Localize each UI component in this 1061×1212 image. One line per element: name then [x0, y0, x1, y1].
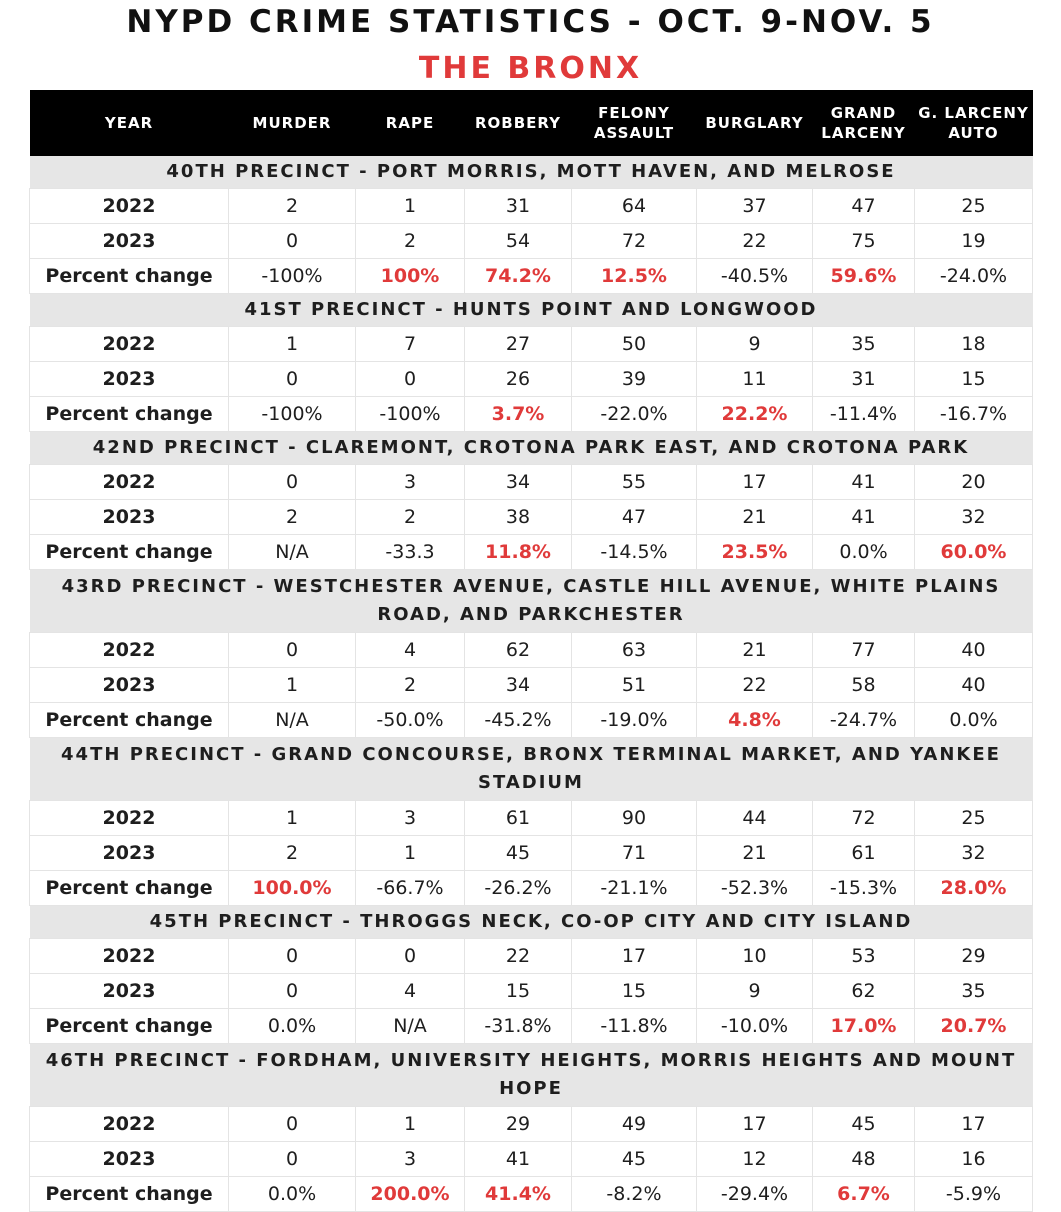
- cell-felony-assault: 39: [572, 362, 697, 397]
- cell-grand-larceny: 35: [813, 327, 915, 362]
- table-row: [30, 1142, 1033, 1177]
- cell-felony-assault: 51: [572, 668, 697, 703]
- cell-robbery: 22: [465, 939, 572, 974]
- cell-robbery: 54: [465, 224, 572, 259]
- cell-g-larceny-auto: -5.9%: [915, 1177, 1033, 1212]
- cell-murder: 100.0%: [229, 871, 356, 906]
- table-row: [30, 1107, 1033, 1142]
- row-label: Percent change: [30, 1177, 229, 1212]
- table-row: [30, 397, 1033, 432]
- row-label: 2022: [30, 939, 229, 974]
- cell-robbery: 27: [465, 327, 572, 362]
- precinct-section-row: [30, 1044, 1033, 1107]
- precinct-title: 42ND PRECINCT - CLAREMONT, CROTONA PARK EAST, AND CROTONA PARK: [30, 432, 1033, 465]
- cell-murder: 2: [229, 189, 356, 224]
- cell-murder: -100%: [229, 259, 356, 294]
- cell-rape: 2: [356, 224, 465, 259]
- cell-rape: -33.3: [356, 535, 465, 570]
- cell-g-larceny-auto: 32: [915, 836, 1033, 871]
- cell-felony-assault: -22.0%: [572, 397, 697, 432]
- cell-grand-larceny: 58: [813, 668, 915, 703]
- cell-grand-larceny: 75: [813, 224, 915, 259]
- cell-rape: 7: [356, 327, 465, 362]
- cell-murder: 0: [229, 939, 356, 974]
- cell-felony-assault: 47: [572, 500, 697, 535]
- cell-felony-assault: 12.5%: [572, 259, 697, 294]
- cell-rape: 4: [356, 633, 465, 668]
- cell-burglary: 21: [697, 500, 813, 535]
- table-row: [30, 327, 1033, 362]
- row-label: 2022: [30, 189, 229, 224]
- cell-grand-larceny: 17.0%: [813, 1009, 915, 1044]
- cell-grand-larceny: -15.3%: [813, 871, 915, 906]
- row-label: 2023: [30, 500, 229, 535]
- cell-burglary: 12: [697, 1142, 813, 1177]
- cell-murder: 2: [229, 836, 356, 871]
- cell-murder: 1: [229, 801, 356, 836]
- precinct-section-row: [30, 156, 1033, 189]
- cell-murder: 1: [229, 668, 356, 703]
- cell-burglary: 4.8%: [697, 703, 813, 738]
- cell-robbery: 34: [465, 465, 572, 500]
- cell-grand-larceny: -11.4%: [813, 397, 915, 432]
- cell-grand-larceny: 31: [813, 362, 915, 397]
- table-row: [30, 836, 1033, 871]
- cell-felony-assault: 49: [572, 1107, 697, 1142]
- cell-robbery: 38: [465, 500, 572, 535]
- cell-rape: -50.0%: [356, 703, 465, 738]
- cell-rape: 1: [356, 189, 465, 224]
- precinct-section-row: [30, 294, 1033, 327]
- cell-felony-assault: 45: [572, 1142, 697, 1177]
- row-label: Percent change: [30, 397, 229, 432]
- row-label: Percent change: [30, 1009, 229, 1044]
- cell-burglary: 9: [697, 327, 813, 362]
- row-label: 2023: [30, 224, 229, 259]
- cell-burglary: 17: [697, 1107, 813, 1142]
- table-row: [30, 974, 1033, 1009]
- precinct-title: 41ST PRECINCT - HUNTS POINT AND LONGWOOD: [30, 294, 1033, 327]
- cell-felony-assault: -14.5%: [572, 535, 697, 570]
- cell-felony-assault: 55: [572, 465, 697, 500]
- cell-felony-assault: 17: [572, 939, 697, 974]
- cell-robbery: -45.2%: [465, 703, 572, 738]
- cell-murder: 0.0%: [229, 1009, 356, 1044]
- cell-g-larceny-auto: 20: [915, 465, 1033, 500]
- cell-rape: 4: [356, 974, 465, 1009]
- cell-murder: 0: [229, 633, 356, 668]
- cell-felony-assault: 71: [572, 836, 697, 871]
- column-header-burglary: BURGLARY: [705, 114, 804, 132]
- column-header-g-larceny-auto: G. LARCENY AUTO: [918, 104, 1029, 142]
- cell-burglary: -29.4%: [697, 1177, 813, 1212]
- precinct-section-row: [30, 432, 1033, 465]
- row-label: 2023: [30, 1142, 229, 1177]
- cell-felony-assault: -19.0%: [572, 703, 697, 738]
- cell-rape: 3: [356, 801, 465, 836]
- precinct-title: 40TH PRECINCT - PORT MORRIS, MOTT HAVEN, AND MELROSE: [30, 156, 1033, 189]
- cell-rape: 1: [356, 1107, 465, 1142]
- cell-g-larceny-auto: 17: [915, 1107, 1033, 1142]
- cell-felony-assault: 64: [572, 189, 697, 224]
- cell-robbery: -26.2%: [465, 871, 572, 906]
- cell-g-larceny-auto: 28.0%: [915, 871, 1033, 906]
- row-label: 2022: [30, 1107, 229, 1142]
- cell-grand-larceny: 48: [813, 1142, 915, 1177]
- cell-burglary: 10: [697, 939, 813, 974]
- cell-robbery: 41.4%: [465, 1177, 572, 1212]
- cell-grand-larceny: 45: [813, 1107, 915, 1142]
- cell-murder: 0.0%: [229, 1177, 356, 1212]
- cell-felony-assault: 15: [572, 974, 697, 1009]
- table-row: [30, 500, 1033, 535]
- table-row: [30, 633, 1033, 668]
- cell-murder: 0: [229, 1107, 356, 1142]
- cell-murder: 0: [229, 362, 356, 397]
- precinct-title: 45TH PRECINCT - THROGGS NECK, CO-OP CITY AND CITY ISLAND: [30, 906, 1033, 939]
- column-header-grand-larceny: GRAND LARCENY: [821, 104, 906, 142]
- precinct-section-row: [30, 738, 1033, 801]
- cell-grand-larceny: 72: [813, 801, 915, 836]
- column-header-year: YEAR: [104, 114, 154, 132]
- precinct-section-row: [30, 906, 1033, 939]
- table-row: [30, 1177, 1033, 1212]
- page-title: NYPD CRIME STATISTICS - OCT. 9-NOV. 5: [126, 4, 935, 40]
- row-label: 2023: [30, 836, 229, 871]
- cell-burglary: 17: [697, 465, 813, 500]
- table-row: [30, 465, 1033, 500]
- cell-murder: 2: [229, 500, 356, 535]
- cell-g-larceny-auto: 40: [915, 633, 1033, 668]
- row-label: Percent change: [30, 535, 229, 570]
- cell-murder: N/A: [229, 535, 356, 570]
- cell-rape: 0: [356, 939, 465, 974]
- cell-g-larceny-auto: 15: [915, 362, 1033, 397]
- cell-burglary: 44: [697, 801, 813, 836]
- cell-g-larceny-auto: 25: [915, 801, 1033, 836]
- row-label: Percent change: [30, 871, 229, 906]
- precinct-title: 46TH PRECINCT - FORDHAM, UNIVERSITY HEIGHTS, MORRIS HEIGHTS AND MOUNT HOPE: [30, 1044, 1033, 1107]
- cell-rape: 100%: [356, 259, 465, 294]
- cell-g-larceny-auto: -24.0%: [915, 259, 1033, 294]
- cell-rape: 1: [356, 836, 465, 871]
- cell-robbery: 41: [465, 1142, 572, 1177]
- cell-grand-larceny: 47: [813, 189, 915, 224]
- cell-rape: 2: [356, 500, 465, 535]
- cell-grand-larceny: 41: [813, 500, 915, 535]
- precinct-title: 44TH PRECINCT - GRAND CONCOURSE, BRONX TERMINAL MARKET, AND YANKEE STADIUM: [30, 738, 1033, 801]
- cell-burglary: 37: [697, 189, 813, 224]
- table-row: [30, 535, 1033, 570]
- cell-felony-assault: 90: [572, 801, 697, 836]
- precinct-title: 43RD PRECINCT - WESTCHESTER AVENUE, CASTLE HILL AVENUE, WHITE PLAINS ROAD, AND PARKCHESTER: [30, 570, 1033, 633]
- cell-murder: 0: [229, 224, 356, 259]
- cell-g-larceny-auto: 16: [915, 1142, 1033, 1177]
- cell-burglary: 21: [697, 836, 813, 871]
- column-header-robbery: ROBBERY: [474, 114, 561, 132]
- cell-rape: 3: [356, 1142, 465, 1177]
- table-row: [30, 362, 1033, 397]
- cell-robbery: 62: [465, 633, 572, 668]
- row-label: 2022: [30, 801, 229, 836]
- cell-g-larceny-auto: 35: [915, 974, 1033, 1009]
- cell-burglary: 22: [697, 224, 813, 259]
- row-label: 2022: [30, 327, 229, 362]
- cell-robbery: 3.7%: [465, 397, 572, 432]
- cell-burglary: 21: [697, 633, 813, 668]
- cell-rape: 0: [356, 362, 465, 397]
- page-subtitle: THE BRONX: [418, 51, 643, 86]
- cell-grand-larceny: 61: [813, 836, 915, 871]
- row-label: 2023: [30, 362, 229, 397]
- table-row: [30, 224, 1033, 259]
- column-header-row: [30, 90, 1033, 156]
- cell-g-larceny-auto: 19: [915, 224, 1033, 259]
- cell-g-larceny-auto: -16.7%: [915, 397, 1033, 432]
- cell-robbery: 61: [465, 801, 572, 836]
- cell-burglary: 9: [697, 974, 813, 1009]
- cell-grand-larceny: 6.7%: [813, 1177, 915, 1212]
- cell-robbery: 26: [465, 362, 572, 397]
- cell-burglary: -10.0%: [697, 1009, 813, 1044]
- cell-grand-larceny: -24.7%: [813, 703, 915, 738]
- cell-murder: 0: [229, 1142, 356, 1177]
- cell-burglary: 11: [697, 362, 813, 397]
- cell-burglary: 22.2%: [697, 397, 813, 432]
- table-row: [30, 703, 1033, 738]
- table-row: [30, 871, 1033, 906]
- row-label: Percent change: [30, 259, 229, 294]
- cell-robbery: 29: [465, 1107, 572, 1142]
- cell-felony-assault: -21.1%: [572, 871, 697, 906]
- cell-grand-larceny: 53: [813, 939, 915, 974]
- precinct-section-row: [30, 570, 1033, 633]
- cell-burglary: 23.5%: [697, 535, 813, 570]
- cell-g-larceny-auto: 60.0%: [915, 535, 1033, 570]
- table-row: [30, 1009, 1033, 1044]
- cell-felony-assault: 63: [572, 633, 697, 668]
- cell-robbery: -31.8%: [465, 1009, 572, 1044]
- column-header-rape: RAPE: [385, 114, 435, 132]
- cell-murder: -100%: [229, 397, 356, 432]
- cell-g-larceny-auto: 25: [915, 189, 1033, 224]
- row-label: 2023: [30, 668, 229, 703]
- cell-felony-assault: -8.2%: [572, 1177, 697, 1212]
- cell-robbery: 74.2%: [465, 259, 572, 294]
- table-row: [30, 259, 1033, 294]
- cell-grand-larceny: 41: [813, 465, 915, 500]
- cell-burglary: 22: [697, 668, 813, 703]
- row-label: Percent change: [30, 703, 229, 738]
- cell-murder: 0: [229, 465, 356, 500]
- cell-rape: 3: [356, 465, 465, 500]
- table-row: [30, 939, 1033, 974]
- cell-g-larceny-auto: 0.0%: [915, 703, 1033, 738]
- cell-felony-assault: 72: [572, 224, 697, 259]
- cell-g-larceny-auto: 29: [915, 939, 1033, 974]
- row-label: 2023: [30, 974, 229, 1009]
- cell-rape: -100%: [356, 397, 465, 432]
- cell-robbery: 45: [465, 836, 572, 871]
- cell-robbery: 31: [465, 189, 572, 224]
- column-header-murder: MURDER: [252, 114, 332, 132]
- cell-felony-assault: 50: [572, 327, 697, 362]
- table-row: [30, 668, 1033, 703]
- cell-murder: 0: [229, 974, 356, 1009]
- row-label: 2022: [30, 633, 229, 668]
- cell-grand-larceny: 0.0%: [813, 535, 915, 570]
- cell-robbery: 34: [465, 668, 572, 703]
- table-row: [30, 189, 1033, 224]
- cell-grand-larceny: 59.6%: [813, 259, 915, 294]
- cell-g-larceny-auto: 40: [915, 668, 1033, 703]
- cell-murder: N/A: [229, 703, 356, 738]
- cell-robbery: 15: [465, 974, 572, 1009]
- cell-g-larceny-auto: 20.7%: [915, 1009, 1033, 1044]
- cell-rape: 200.0%: [356, 1177, 465, 1212]
- cell-rape: 2: [356, 668, 465, 703]
- cell-robbery: 11.8%: [465, 535, 572, 570]
- column-header-felony-assault: FELONY ASSAULT: [593, 104, 675, 142]
- cell-murder: 1: [229, 327, 356, 362]
- cell-rape: N/A: [356, 1009, 465, 1044]
- row-label: 2022: [30, 465, 229, 500]
- cell-grand-larceny: 77: [813, 633, 915, 668]
- cell-rape: -66.7%: [356, 871, 465, 906]
- cell-burglary: -40.5%: [697, 259, 813, 294]
- cell-burglary: -52.3%: [697, 871, 813, 906]
- table-row: [30, 801, 1033, 836]
- crime-stats-table: [29, 90, 1033, 1212]
- cell-g-larceny-auto: 18: [915, 327, 1033, 362]
- cell-felony-assault: -11.8%: [572, 1009, 697, 1044]
- cell-g-larceny-auto: 32: [915, 500, 1033, 535]
- cell-grand-larceny: 62: [813, 974, 915, 1009]
